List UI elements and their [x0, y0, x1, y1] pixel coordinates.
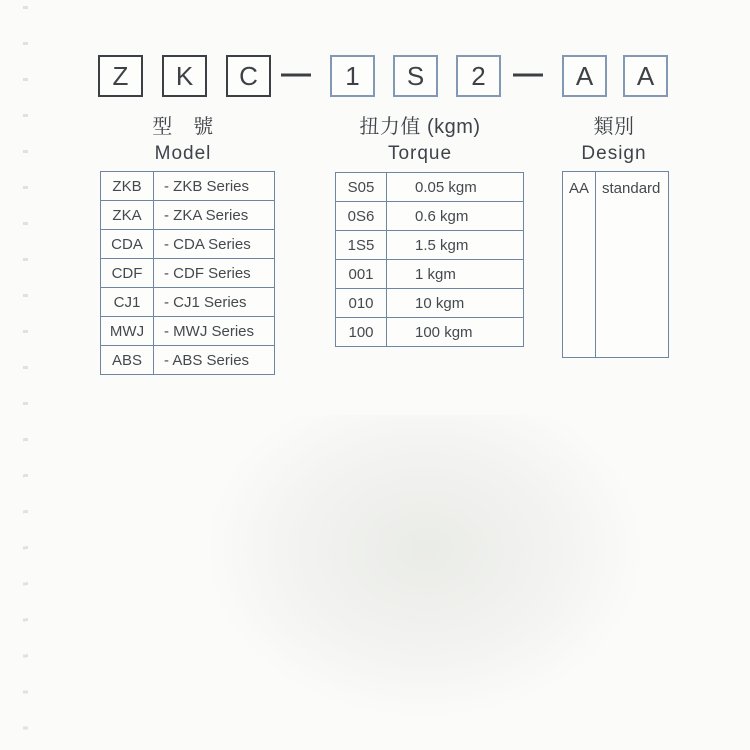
- table-row: [336, 260, 524, 289]
- model-desc: - ABS Series: [154, 346, 275, 375]
- table-row: [336, 202, 524, 231]
- torque-value: 0.6 kgm: [387, 202, 524, 231]
- torque-value: 10 kgm: [387, 289, 524, 318]
- table-row: [336, 173, 524, 202]
- model-code: CJ1: [101, 288, 154, 317]
- table-row: [101, 172, 275, 201]
- torque-value: 1 kgm: [387, 260, 524, 289]
- torque-code: 001: [336, 260, 387, 289]
- model-label-zh: 型 號: [152, 116, 214, 138]
- torque-value: 0.05 kgm: [387, 173, 524, 202]
- table-row: [101, 230, 275, 259]
- code-box-design-2: A: [623, 55, 668, 97]
- code-box-torque-3: 2: [456, 55, 501, 97]
- torque-label-zh: 扭力值 (kgm): [359, 116, 481, 138]
- table-row: [336, 231, 524, 260]
- table-row: [101, 288, 275, 317]
- model-code: MWJ: [101, 317, 154, 346]
- model-desc: - CJ1 Series: [154, 288, 275, 317]
- model-code: ABS: [101, 346, 154, 375]
- code-box-model-3: C: [226, 55, 271, 97]
- watermark-blob: [210, 415, 640, 715]
- code-box-model-1: Z: [98, 55, 143, 97]
- torque-code: 1S5: [336, 231, 387, 260]
- torque-table: [335, 172, 524, 347]
- model-desc: - CDF Series: [154, 259, 275, 288]
- design-label-zh: 類別: [593, 116, 635, 138]
- table-row: [101, 317, 275, 346]
- model-desc: - ZKB Series: [154, 172, 275, 201]
- design-code: AA: [563, 172, 596, 358]
- table-row: [336, 318, 524, 347]
- torque-section-label: [332, 110, 508, 165]
- table-row: [336, 289, 524, 318]
- code-box-torque-2: S: [393, 55, 438, 97]
- model-code: ZKA: [101, 201, 154, 230]
- dash-separator-2: —: [513, 56, 543, 90]
- model-desc: - ZKA Series: [154, 201, 275, 230]
- code-box-model-2: K: [162, 55, 207, 97]
- model-code: CDA: [101, 230, 154, 259]
- design-table: [562, 171, 669, 358]
- torque-value: 100 kgm: [387, 318, 524, 347]
- model-desc: - CDA Series: [154, 230, 275, 259]
- torque-code: 100: [336, 318, 387, 347]
- torque-code: 0S6: [336, 202, 387, 231]
- model-table: [100, 171, 275, 375]
- model-label-en: Model: [154, 143, 212, 164]
- model-code: ZKB: [101, 172, 154, 201]
- torque-code: 010: [336, 289, 387, 318]
- design-section-label: [544, 110, 684, 165]
- table-row: [101, 346, 275, 375]
- table-row: [563, 172, 669, 358]
- table-row: [101, 259, 275, 288]
- torque-label-en: Torque: [387, 143, 453, 164]
- torque-code: S05: [336, 173, 387, 202]
- design-desc: standard: [596, 172, 669, 358]
- dash-separator-1: —: [281, 56, 311, 90]
- scan-artifact-marks: [23, 6, 28, 746]
- table-row: [101, 201, 275, 230]
- model-section-label: [98, 110, 268, 165]
- torque-value: 1.5 kgm: [387, 231, 524, 260]
- code-box-torque-1: 1: [330, 55, 375, 97]
- model-code: CDF: [101, 259, 154, 288]
- code-box-design-1: A: [562, 55, 607, 97]
- design-label-en: Design: [581, 143, 647, 164]
- model-desc: - MWJ Series: [154, 317, 275, 346]
